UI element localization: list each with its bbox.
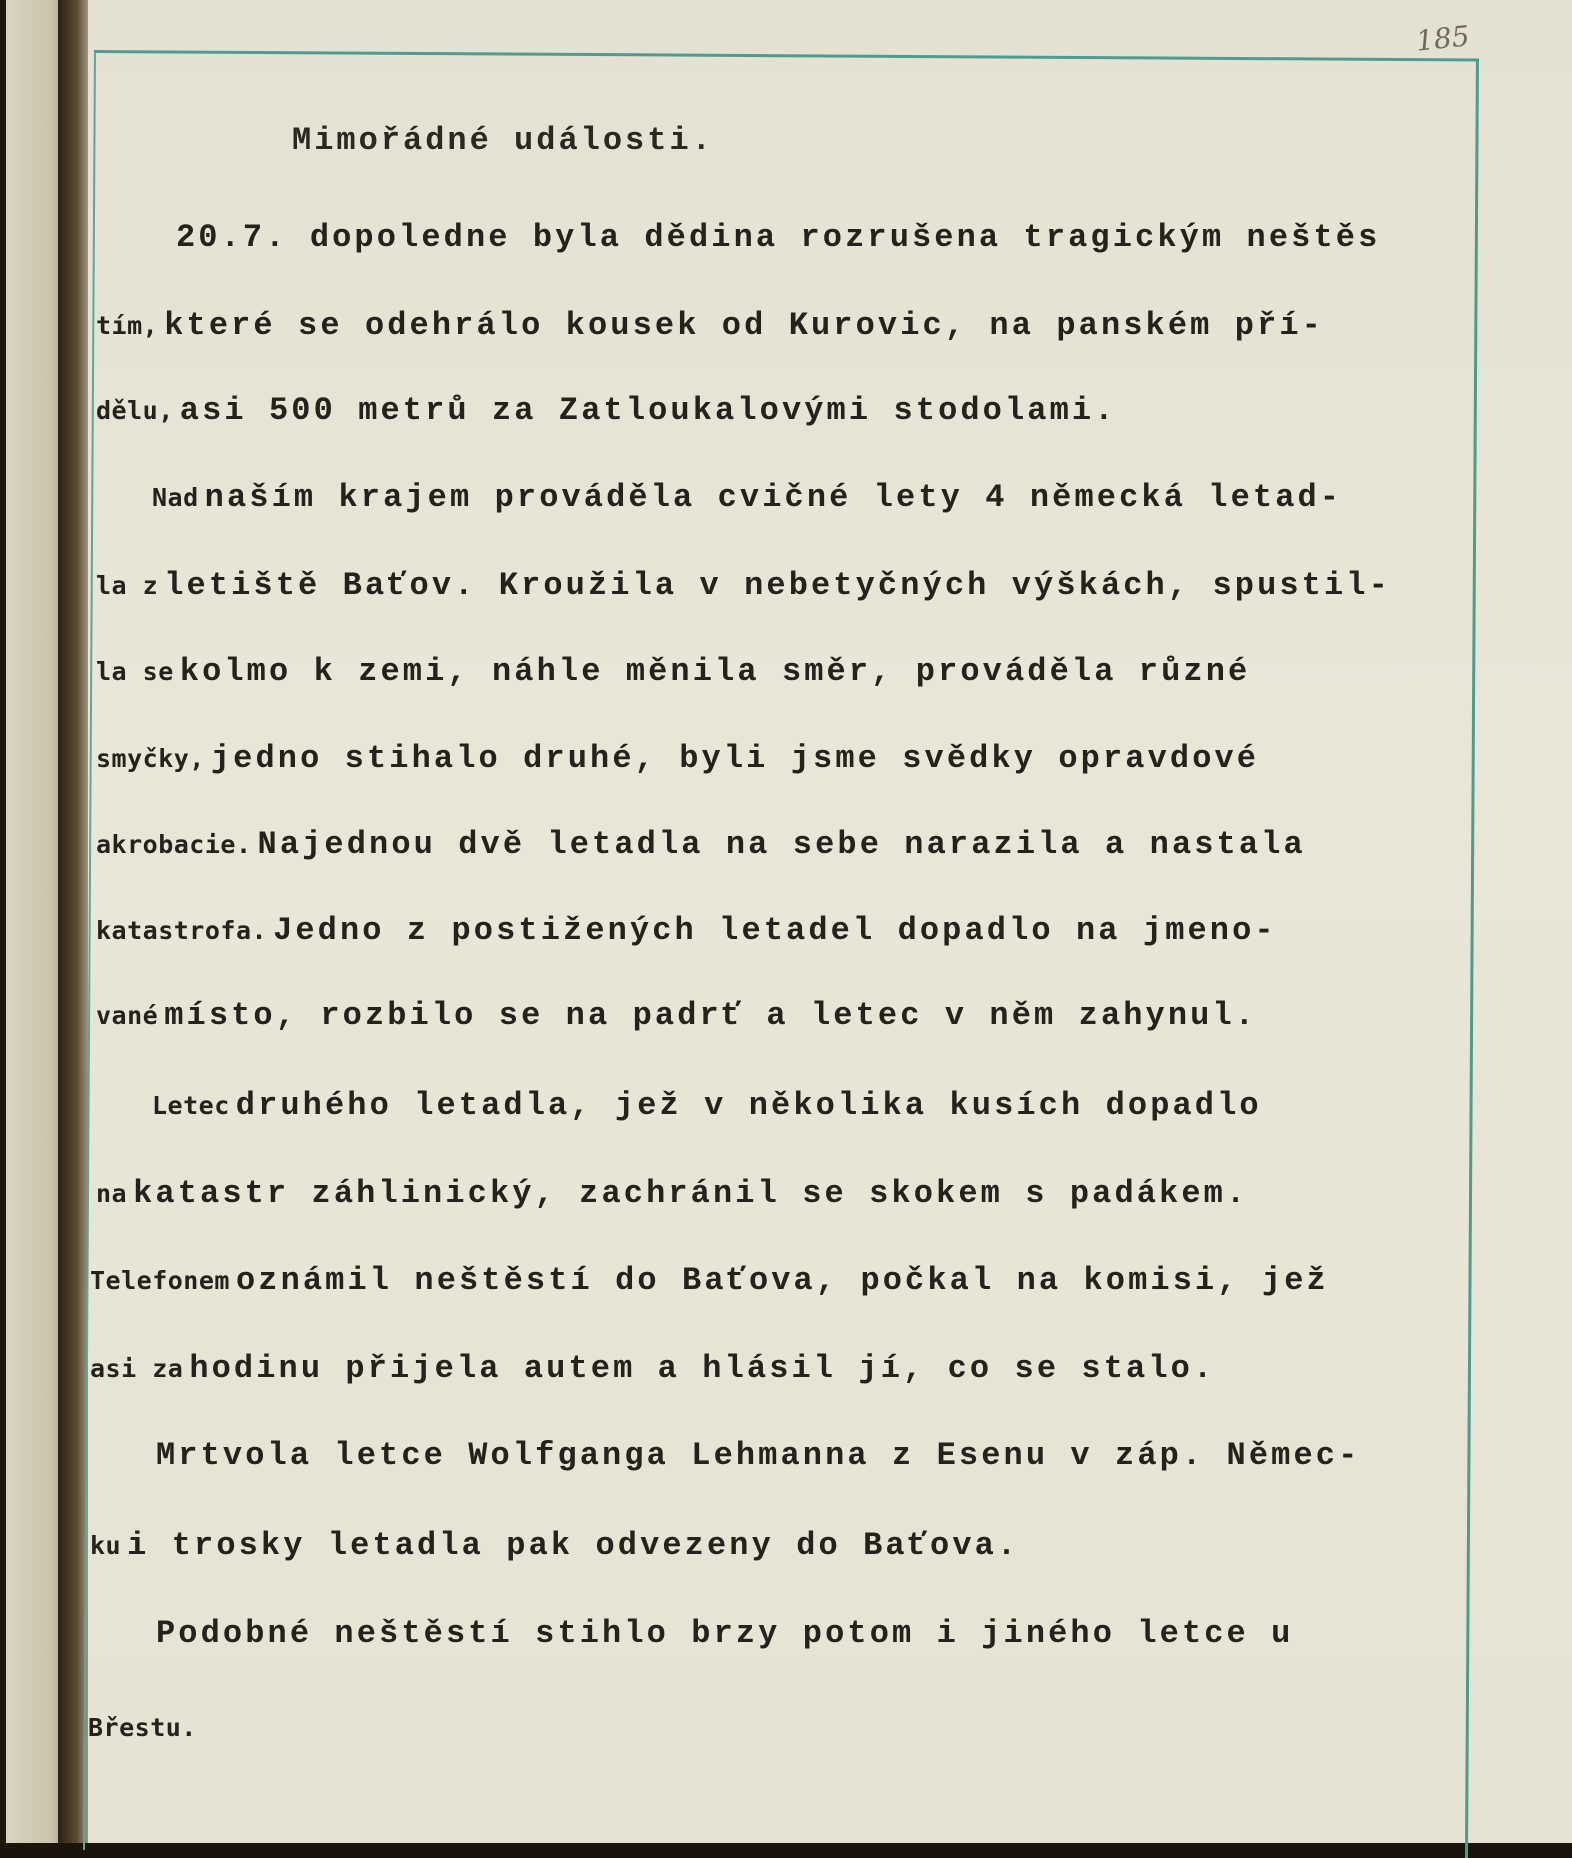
typed-text: jedno stihalo druhé, byli jsme svědky opravdové — [210, 740, 1260, 777]
typed-text: Jedno z postižených letadel dopadlo na jmeno- — [273, 912, 1277, 949]
text-line — [170, 219, 1381, 256]
handwritten-note: smyčky, — [96, 744, 205, 773]
typed-text: katastr záhlinický, zachránil se skokem s padákem. — [133, 1175, 1249, 1212]
handwritten-note: vané — [96, 1001, 159, 1030]
typed-text: Najednou dvě letadla na sebe narazila a nastala — [257, 826, 1306, 863]
typed-text: které se odehrálo kousek od Kurovic, na panském pří- — [164, 307, 1324, 344]
typed-text: naším krajem prováděla cvičné lety 4 německá letad- — [204, 479, 1343, 516]
text-line — [96, 653, 1251, 690]
typed-text: oznámil neštěstí do Baťova, počkal na komisi, jež — [235, 1262, 1329, 1299]
handwritten-note: Nad — [152, 483, 199, 512]
typed-text: druhého letadla, jež v několika kusích dopadlo — [235, 1087, 1262, 1124]
text-line — [96, 567, 1391, 604]
text-line — [88, 1712, 203, 1744]
handwritten-note: ku — [90, 1531, 122, 1560]
text-line — [96, 740, 1260, 777]
handwritten-note: Letec — [152, 1091, 230, 1120]
typed-text: místo, rozbilo se na padrť a letec v něm zahynul. — [164, 997, 1258, 1034]
handwritten-note: Telefonem — [90, 1266, 230, 1295]
text-line — [96, 997, 1258, 1034]
handwritten-note: Břestu. — [88, 1713, 197, 1742]
text-line — [152, 479, 1343, 516]
typed-text: kolmo k zemi, náhle měnila směr, prováděla různé — [179, 653, 1251, 690]
typed-text: letiště Baťov. Kroužila v nebetyčných výškách, spustil- — [164, 567, 1391, 604]
handwritten-note: la z — [96, 571, 159, 600]
typed-text: Podobné neštěstí stihlo brzy potom i jiného letce u — [156, 1615, 1294, 1652]
text-line — [96, 912, 1277, 949]
text-line — [96, 307, 1324, 344]
typed-text: asi 500 metrů za Zatloukalovými stodolami. — [179, 392, 1117, 429]
handwritten-note: asi za — [90, 1354, 184, 1383]
text-line — [96, 826, 1306, 863]
typed-text: Mrtvola letce Wolfganga Lehmanna z Esenu v záp. Němec- — [156, 1437, 1361, 1474]
text-line — [90, 1350, 1216, 1387]
handwritten-note: la se — [96, 657, 174, 686]
handwritten-note: tím, — [96, 311, 159, 340]
page-heading: Mimořádné události. — [292, 122, 714, 159]
text-line — [96, 1175, 1249, 1212]
folio-number: 185 — [1414, 19, 1472, 58]
text-line — [90, 1262, 1329, 1299]
text-line — [150, 1437, 1361, 1474]
handwritten-note: na — [96, 1179, 128, 1208]
typed-text: 20.7. dopoledne byla dědina rozrušena tragickým neštěs — [176, 219, 1381, 256]
text-line — [90, 1527, 1020, 1564]
text-line — [150, 1615, 1294, 1652]
handwritten-note: katastrofa. — [96, 916, 268, 945]
handwritten-note: akrobacie. — [96, 830, 252, 859]
handwritten-note: dělu, — [96, 396, 174, 425]
text-line — [152, 1087, 1262, 1124]
typed-text: i trosky letadla pak odvezeny do Baťova. — [127, 1527, 1020, 1564]
typed-text: hodinu přijela autem a hlásil jí, co se stalo. — [189, 1350, 1216, 1387]
text-line — [96, 392, 1117, 429]
